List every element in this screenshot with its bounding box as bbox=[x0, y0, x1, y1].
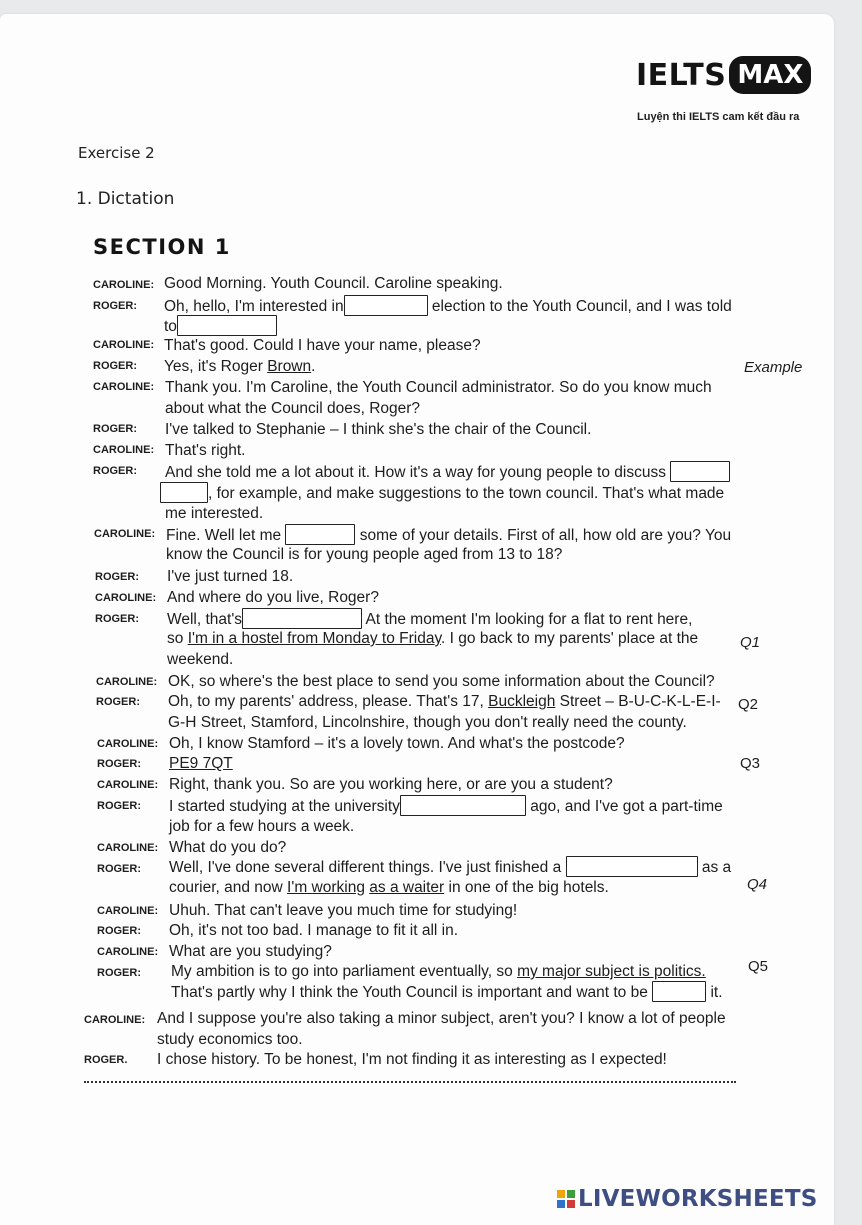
speaker-roger: ROGER: bbox=[97, 925, 141, 937]
transcript-line: What are you studying? bbox=[169, 943, 332, 960]
transcript-line bbox=[169, 754, 233, 774]
dictation-title: 1. Dictation bbox=[76, 189, 175, 209]
example-label: Example bbox=[744, 359, 803, 376]
transcript-line: That's good. Could I have your name, please? bbox=[164, 337, 481, 354]
question-label-q1: Q1 bbox=[740, 634, 761, 651]
transcript-line bbox=[167, 629, 698, 649]
transcript-line: Thank you. I'm Caroline, the Youth Council administrator. So do you know much bbox=[165, 379, 712, 396]
line-text: Oh, to my parents' address, please. That's 17, bbox=[168, 693, 489, 710]
line-text: . bbox=[311, 358, 316, 375]
transcript-line: I chose history. To be honest, I'm not finding it as interesting as I expected! bbox=[157, 1051, 667, 1068]
question-label-q5: Q5 bbox=[748, 958, 769, 975]
transcript-line bbox=[164, 357, 315, 377]
speaker-caroline: CAROLINE: bbox=[94, 528, 156, 540]
speaker-roger: ROGER: bbox=[95, 613, 139, 625]
line-text: I started studying at the university bbox=[169, 798, 400, 815]
speaker-roger: ROGER: bbox=[93, 360, 137, 372]
transcript-line bbox=[169, 856, 731, 878]
answer-gap-6[interactable] bbox=[242, 608, 362, 629]
answer-gap-4[interactable] bbox=[160, 482, 208, 503]
answer-gap-5[interactable] bbox=[285, 524, 355, 545]
transcript-line: And I suppose you're also taking a minor subject, aren't you? I know a lot of people bbox=[157, 1010, 726, 1027]
line-text: as a bbox=[701, 859, 732, 876]
answer-gap-2[interactable] bbox=[177, 315, 277, 336]
transcript-line bbox=[169, 795, 723, 817]
line-text: Well, that's bbox=[167, 611, 243, 628]
answer-gap-3[interactable] bbox=[670, 461, 730, 482]
transcript-line bbox=[165, 461, 730, 483]
answer-gap-8[interactable] bbox=[566, 856, 698, 877]
speaker-caroline: CAROLINE: bbox=[97, 738, 159, 750]
line-text: so bbox=[167, 630, 188, 647]
line-text: Oh, hello, I'm interested in bbox=[164, 298, 344, 315]
line-text: election to the Youth Council, and I was told bbox=[431, 298, 732, 315]
transcript-line bbox=[164, 295, 732, 317]
speaker-roger: ROGER: bbox=[95, 571, 139, 583]
underlined-text: Buckleigh bbox=[488, 693, 556, 710]
speaker-roger: ROGER: bbox=[96, 696, 140, 708]
transcript-line bbox=[167, 608, 692, 630]
transcript-line bbox=[169, 878, 609, 898]
transcript-line: about what the Council does, Roger? bbox=[165, 400, 421, 417]
answer-gap-9[interactable] bbox=[652, 981, 706, 1002]
transcript-line: I've just turned 18. bbox=[167, 568, 294, 585]
question-label-q2: Q2 bbox=[738, 696, 759, 713]
transcript-line bbox=[171, 981, 723, 1003]
transcript-line: Oh, I know Stamford – it's a lovely town. And what's the postcode? bbox=[169, 735, 625, 752]
speaker-caroline: CAROLINE: bbox=[84, 1014, 146, 1026]
transcript-line: job for a few hours a week. bbox=[169, 818, 355, 835]
ielts-max-logo bbox=[636, 56, 811, 94]
logo-ielts-text: IELTS bbox=[636, 57, 727, 93]
line-text: in one of the big hotels. bbox=[444, 879, 609, 896]
speaker-caroline: CAROLINE: bbox=[93, 339, 155, 351]
answer-gap-7[interactable] bbox=[400, 795, 526, 816]
logo-max-badge: MAX bbox=[729, 56, 811, 94]
speaker-caroline: CAROLINE: bbox=[95, 592, 157, 604]
speaker-roger: ROGER. bbox=[84, 1054, 128, 1066]
transcript-line bbox=[168, 692, 721, 712]
speaker-roger: ROGER: bbox=[97, 863, 141, 875]
transcript-line: Oh, it's not too bad. I manage to fit it all in. bbox=[169, 922, 459, 939]
speaker-roger: ROGER: bbox=[93, 465, 137, 477]
line-text: . I go back to my parents' place at the bbox=[441, 630, 699, 647]
liveworksheets-icon bbox=[556, 1189, 576, 1209]
underlined-text: as a waiter bbox=[369, 879, 445, 896]
liveworksheets-brand bbox=[556, 1186, 817, 1212]
section-title: SECTION 1 bbox=[93, 235, 231, 259]
line-text: Street – B-U-C-K-L-E-I- bbox=[555, 693, 721, 710]
transcript-line bbox=[160, 482, 724, 504]
transcript-line: Right, thank you. So are you working here, or are you a student? bbox=[169, 776, 613, 793]
underlined-text: I'm working bbox=[287, 879, 365, 896]
brand-name: LIVEWORKSHEETS bbox=[578, 1186, 818, 1212]
line-text: ago, and I've got a part-time bbox=[530, 798, 723, 815]
line-text: That's partly why I think the Youth Council is important and want to be bbox=[171, 984, 648, 1001]
line-text: Yes, it's Roger bbox=[164, 358, 268, 375]
transcript-line bbox=[166, 524, 731, 546]
speaker-caroline: CAROLINE: bbox=[93, 279, 155, 291]
transcript-line: I've talked to Stephanie – I think she's the chair of the Council. bbox=[165, 421, 592, 438]
line-text: courier, and now bbox=[169, 879, 288, 896]
speaker-caroline: CAROLINE: bbox=[93, 381, 155, 393]
speaker-roger: ROGER: bbox=[97, 758, 141, 770]
transcript-line: Uhuh. That can't leave you much time for studying! bbox=[169, 902, 518, 919]
line-text: My ambition is to go into parliament eventually, so bbox=[171, 963, 518, 980]
line-text: some of your details. First of all, how old are you? You bbox=[359, 527, 732, 544]
transcript-line: know the Council is for young people aged from 13 to 18? bbox=[166, 546, 563, 563]
logo-tagline: Luyện thi IELTS cam kết đầu ra bbox=[637, 111, 800, 123]
transcript-line: Good Morning. Youth Council. Caroline speaking. bbox=[164, 275, 503, 292]
transcript-line: That's right. bbox=[165, 442, 246, 459]
underlined-answer: PE9 7QT bbox=[169, 755, 233, 772]
transcript-line: G-H Street, Stamford, Lincolnshire, though you don't really need the county. bbox=[168, 714, 687, 731]
question-label-q4: Q4 bbox=[747, 876, 768, 893]
speaker-caroline: CAROLINE: bbox=[97, 842, 159, 854]
line-text: At the moment I'm looking for a flat to rent here, bbox=[365, 611, 693, 628]
transcript-line: me interested. bbox=[165, 505, 264, 522]
underlined-text: my major subject is politics. bbox=[517, 963, 706, 980]
exercise-title: Exercise 2 bbox=[78, 144, 155, 162]
speaker-caroline: CAROLINE: bbox=[93, 444, 155, 456]
transcript-line: And where do you live, Roger? bbox=[167, 589, 379, 606]
speaker-roger: ROGER: bbox=[93, 300, 137, 312]
speaker-caroline: CAROLINE: bbox=[97, 905, 159, 917]
speaker-caroline: CAROLINE: bbox=[97, 779, 159, 791]
transcript-line: OK, so where's the best place to send you some information about the Council? bbox=[168, 673, 715, 690]
line-text: it. bbox=[710, 984, 723, 1001]
underlined-answer: Brown bbox=[267, 358, 312, 375]
answer-gap-1[interactable] bbox=[344, 295, 428, 316]
speaker-caroline: CAROLINE: bbox=[97, 946, 159, 958]
speaker-roger: ROGER: bbox=[97, 800, 141, 812]
line-text: Fine. Well let me bbox=[166, 527, 282, 544]
line-text: Well, I've done several different things. I've just finished a bbox=[169, 859, 562, 876]
question-label-q3: Q3 bbox=[740, 755, 761, 772]
speaker-roger: ROGER: bbox=[97, 967, 141, 979]
line-text: to bbox=[164, 318, 177, 335]
speaker-roger: ROGER: bbox=[93, 423, 137, 435]
underlined-text: I'm in a hostel from Monday to Friday bbox=[187, 630, 442, 647]
transcript-line: What do you do? bbox=[169, 839, 287, 856]
speaker-caroline: CAROLINE: bbox=[96, 676, 158, 688]
line-text: And she told me a lot about it. How it's a way for young people to discuss bbox=[165, 464, 666, 481]
line-text: , for example, and make suggestions to the town council. That's what made bbox=[208, 485, 725, 502]
transcript-line: weekend. bbox=[167, 651, 234, 668]
transcript-line: study economics too. bbox=[157, 1031, 303, 1048]
dotted-divider bbox=[84, 1081, 736, 1083]
transcript-line bbox=[164, 315, 277, 337]
transcript-line bbox=[171, 962, 706, 982]
